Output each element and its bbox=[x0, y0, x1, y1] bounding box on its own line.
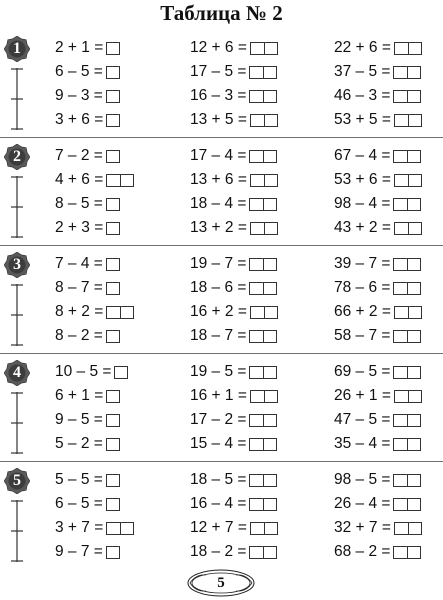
equation-text: 16 + 2 = bbox=[190, 303, 247, 320]
equation bbox=[190, 108, 278, 132]
equation-text: 19 – 5 = bbox=[190, 363, 247, 380]
section-number: 5 bbox=[13, 472, 21, 489]
equation bbox=[55, 492, 120, 516]
answer-box[interactable] bbox=[393, 282, 421, 295]
equation-text: 19 – 7 = bbox=[190, 255, 247, 272]
answer-box[interactable] bbox=[106, 474, 120, 487]
equation bbox=[334, 408, 421, 432]
equation-text: 3 + 7 = bbox=[55, 519, 104, 536]
exercise-section bbox=[0, 142, 443, 250]
equation bbox=[55, 108, 120, 132]
equation-text: 67 – 4 = bbox=[334, 147, 391, 164]
section-number: 2 bbox=[13, 148, 21, 165]
section-number: 1 bbox=[13, 40, 21, 57]
equation bbox=[190, 60, 277, 84]
equation bbox=[190, 168, 278, 192]
answer-box[interactable] bbox=[106, 114, 120, 127]
equation bbox=[55, 432, 120, 456]
section-number-badge bbox=[4, 252, 30, 278]
page-number: 5 bbox=[217, 575, 225, 591]
equation bbox=[55, 360, 128, 384]
answer-box[interactable] bbox=[249, 546, 277, 559]
equation-text: 8 – 7 = bbox=[55, 279, 103, 296]
section-number-badge bbox=[4, 468, 30, 494]
section-divider bbox=[0, 245, 443, 246]
answer-box[interactable] bbox=[393, 90, 421, 103]
equation-text: 26 – 4 = bbox=[334, 495, 391, 512]
answer-box[interactable] bbox=[249, 66, 277, 79]
answer-box[interactable] bbox=[394, 174, 422, 187]
equation-text: 47 – 5 = bbox=[334, 411, 391, 428]
answer-box[interactable] bbox=[393, 546, 421, 559]
equation bbox=[334, 384, 422, 408]
answer-box[interactable] bbox=[249, 330, 277, 343]
answer-box[interactable] bbox=[250, 390, 278, 403]
equation-text: 15 – 4 = bbox=[190, 435, 247, 452]
equation bbox=[55, 192, 120, 216]
equation bbox=[334, 192, 421, 216]
section-divider bbox=[0, 461, 443, 462]
equation bbox=[334, 144, 421, 168]
equation bbox=[190, 432, 277, 456]
equation-text: 6 – 5 = bbox=[55, 63, 103, 80]
answer-box[interactable] bbox=[394, 390, 422, 403]
answer-box[interactable] bbox=[106, 150, 120, 163]
equation bbox=[55, 84, 120, 108]
equation bbox=[334, 216, 422, 240]
equation bbox=[334, 468, 421, 492]
equation-text: 68 – 2 = bbox=[334, 543, 391, 560]
answer-box[interactable] bbox=[106, 306, 134, 319]
exercise-section bbox=[0, 358, 443, 466]
equation-text: 6 – 5 = bbox=[55, 495, 103, 512]
equation-text: 4 + 6 = bbox=[55, 171, 104, 188]
equation bbox=[55, 468, 120, 492]
answer-box[interactable] bbox=[106, 258, 120, 271]
equation bbox=[334, 300, 422, 324]
answer-box[interactable] bbox=[393, 438, 421, 451]
section-divider bbox=[0, 353, 443, 354]
section-number-badge bbox=[4, 144, 30, 170]
equation-text: 37 – 5 = bbox=[334, 63, 391, 80]
section-number: 3 bbox=[13, 256, 21, 273]
answer-box[interactable] bbox=[394, 522, 422, 535]
equation-text: 98 – 5 = bbox=[334, 471, 391, 488]
equation bbox=[190, 276, 277, 300]
equation-text: 43 + 2 = bbox=[334, 219, 391, 236]
answer-box[interactable] bbox=[249, 150, 277, 163]
answer-box[interactable] bbox=[106, 522, 134, 535]
equation-text: 58 – 7 = bbox=[334, 327, 391, 344]
answer-box[interactable] bbox=[106, 414, 120, 427]
equation bbox=[55, 324, 120, 348]
answer-box[interactable] bbox=[106, 42, 120, 55]
answer-box[interactable] bbox=[393, 258, 421, 271]
equation bbox=[55, 384, 120, 408]
equation-text: 46 – 3 = bbox=[334, 87, 391, 104]
tick-ruler-icon bbox=[10, 176, 24, 238]
equation-text: 3 + 6 = bbox=[55, 111, 104, 128]
page-number-frame bbox=[186, 568, 256, 598]
equation bbox=[334, 276, 421, 300]
page-title: Таблица № 2 bbox=[160, 1, 283, 25]
section-divider bbox=[0, 137, 443, 138]
equation bbox=[190, 84, 277, 108]
equation bbox=[334, 492, 421, 516]
tick-ruler-icon bbox=[10, 500, 24, 562]
answer-box[interactable] bbox=[250, 114, 278, 127]
equation-text: 32 + 7 = bbox=[334, 519, 391, 536]
equation bbox=[190, 468, 277, 492]
answer-box[interactable] bbox=[106, 438, 120, 451]
equation-text: 13 + 5 = bbox=[190, 111, 247, 128]
equation bbox=[334, 168, 422, 192]
equation-text: 35 – 4 = bbox=[334, 435, 391, 452]
equation bbox=[55, 540, 120, 564]
answer-box[interactable] bbox=[106, 390, 120, 403]
answer-box[interactable] bbox=[393, 198, 421, 211]
equation bbox=[190, 192, 277, 216]
answer-box[interactable] bbox=[249, 366, 277, 379]
exercise-section bbox=[0, 34, 443, 142]
equation bbox=[190, 384, 278, 408]
equation bbox=[55, 168, 134, 192]
equation bbox=[55, 300, 134, 324]
equation-text: 7 – 4 = bbox=[55, 255, 103, 272]
equation bbox=[55, 60, 120, 84]
equation-text: 2 + 3 = bbox=[55, 219, 104, 236]
equation bbox=[190, 216, 278, 240]
answer-box[interactable] bbox=[106, 222, 120, 235]
equation bbox=[55, 408, 120, 432]
equation bbox=[190, 144, 277, 168]
equation-text: 18 – 6 = bbox=[190, 279, 247, 296]
answer-box[interactable] bbox=[249, 474, 277, 487]
equation-text: 78 – 6 = bbox=[334, 279, 391, 296]
equation-text: 5 – 5 = bbox=[55, 471, 103, 488]
equation bbox=[55, 36, 120, 60]
answer-box[interactable] bbox=[393, 66, 421, 79]
equation-text: 17 – 2 = bbox=[190, 411, 247, 428]
answer-box[interactable] bbox=[114, 366, 128, 379]
answer-box[interactable] bbox=[394, 114, 422, 127]
answer-box[interactable] bbox=[249, 438, 277, 451]
answer-box[interactable] bbox=[393, 474, 421, 487]
equation bbox=[190, 252, 277, 276]
equation-text: 9 – 3 = bbox=[55, 87, 103, 104]
equation bbox=[190, 492, 277, 516]
answer-box[interactable] bbox=[106, 174, 134, 187]
equation bbox=[55, 252, 120, 276]
answer-box[interactable] bbox=[249, 258, 277, 271]
equation bbox=[190, 324, 277, 348]
equation-text: 9 – 5 = bbox=[55, 411, 103, 428]
answer-box[interactable] bbox=[250, 42, 278, 55]
equation-text: 8 – 2 = bbox=[55, 327, 103, 344]
answer-box[interactable] bbox=[249, 414, 277, 427]
answer-box[interactable] bbox=[393, 330, 421, 343]
answer-box[interactable] bbox=[106, 282, 120, 295]
equation bbox=[190, 408, 277, 432]
equation-text: 53 + 5 = bbox=[334, 111, 391, 128]
section-number: 4 bbox=[13, 364, 21, 381]
equation-text: 8 – 5 = bbox=[55, 195, 103, 212]
exercise-section bbox=[0, 250, 443, 358]
answer-box[interactable] bbox=[249, 282, 277, 295]
equation-text: 18 – 7 = bbox=[190, 327, 247, 344]
equation bbox=[55, 216, 120, 240]
equation-text: 10 – 5 = bbox=[55, 363, 112, 380]
equation bbox=[190, 36, 278, 60]
answer-box[interactable] bbox=[249, 90, 277, 103]
answer-box[interactable] bbox=[250, 222, 278, 235]
answer-box[interactable] bbox=[106, 498, 120, 511]
equation bbox=[334, 252, 421, 276]
answer-box[interactable] bbox=[106, 66, 120, 79]
equation-text: 17 – 5 = bbox=[190, 63, 247, 80]
equation-text: 66 + 2 = bbox=[334, 303, 391, 320]
tick-ruler-icon bbox=[10, 392, 24, 454]
equation bbox=[334, 516, 422, 540]
answer-box[interactable] bbox=[249, 198, 277, 211]
equation bbox=[334, 540, 421, 564]
equation bbox=[55, 516, 134, 540]
equation-text: 13 + 6 = bbox=[190, 171, 247, 188]
equation bbox=[334, 108, 422, 132]
equation-text: 8 + 2 = bbox=[55, 303, 104, 320]
answer-box[interactable] bbox=[106, 90, 120, 103]
equation bbox=[334, 84, 421, 108]
answer-box[interactable] bbox=[394, 222, 422, 235]
equation-text: 18 – 2 = bbox=[190, 543, 247, 560]
equation-text: 5 – 2 = bbox=[55, 435, 103, 452]
equation-text: 69 – 5 = bbox=[334, 363, 391, 380]
tick-ruler-icon bbox=[10, 284, 24, 346]
equation-text: 13 + 2 = bbox=[190, 219, 247, 236]
equation-text: 98 – 4 = bbox=[334, 195, 391, 212]
equation bbox=[190, 300, 278, 324]
answer-box[interactable] bbox=[250, 174, 278, 187]
section-number-badge bbox=[4, 36, 30, 62]
answer-box[interactable] bbox=[250, 306, 278, 319]
answer-box[interactable] bbox=[106, 546, 120, 559]
exercise-section bbox=[0, 466, 443, 574]
equation-text: 22 + 6 = bbox=[334, 39, 391, 56]
answer-box[interactable] bbox=[106, 330, 120, 343]
equation-text: 17 – 4 = bbox=[190, 147, 247, 164]
answer-box[interactable] bbox=[394, 42, 422, 55]
equation bbox=[55, 276, 120, 300]
answer-box[interactable] bbox=[394, 306, 422, 319]
answer-box[interactable] bbox=[393, 498, 421, 511]
equation-text: 18 – 5 = bbox=[190, 471, 247, 488]
answer-box[interactable] bbox=[393, 366, 421, 379]
equation bbox=[334, 36, 422, 60]
equation bbox=[334, 60, 421, 84]
equation-text: 6 + 1 = bbox=[55, 387, 104, 404]
equation-text: 16 + 1 = bbox=[190, 387, 247, 404]
equation-text: 53 + 6 = bbox=[334, 171, 391, 188]
equation-text: 26 + 1 = bbox=[334, 387, 391, 404]
equation-text: 12 + 7 = bbox=[190, 519, 247, 536]
equation-text: 2 + 1 = bbox=[55, 39, 104, 56]
equation bbox=[334, 324, 421, 348]
equation-text: 12 + 6 = bbox=[190, 39, 247, 56]
equation bbox=[334, 360, 421, 384]
equation bbox=[334, 432, 421, 456]
answer-box[interactable] bbox=[393, 150, 421, 163]
equation-text: 16 – 3 = bbox=[190, 87, 247, 104]
equation bbox=[190, 360, 277, 384]
equation bbox=[55, 144, 120, 168]
tick-ruler-icon bbox=[10, 68, 24, 130]
answer-box[interactable] bbox=[249, 498, 277, 511]
answer-box[interactable] bbox=[106, 198, 120, 211]
equation-text: 9 – 7 = bbox=[55, 543, 103, 560]
equation-text: 18 – 4 = bbox=[190, 195, 247, 212]
equation-text: 16 – 4 = bbox=[190, 495, 247, 512]
equation-text: 39 – 7 = bbox=[334, 255, 391, 272]
equation bbox=[190, 516, 278, 540]
answer-box[interactable] bbox=[250, 522, 278, 535]
section-number-badge bbox=[4, 360, 30, 386]
equation-text: 7 – 2 = bbox=[55, 147, 103, 164]
answer-box[interactable] bbox=[393, 414, 421, 427]
equation bbox=[190, 540, 277, 564]
